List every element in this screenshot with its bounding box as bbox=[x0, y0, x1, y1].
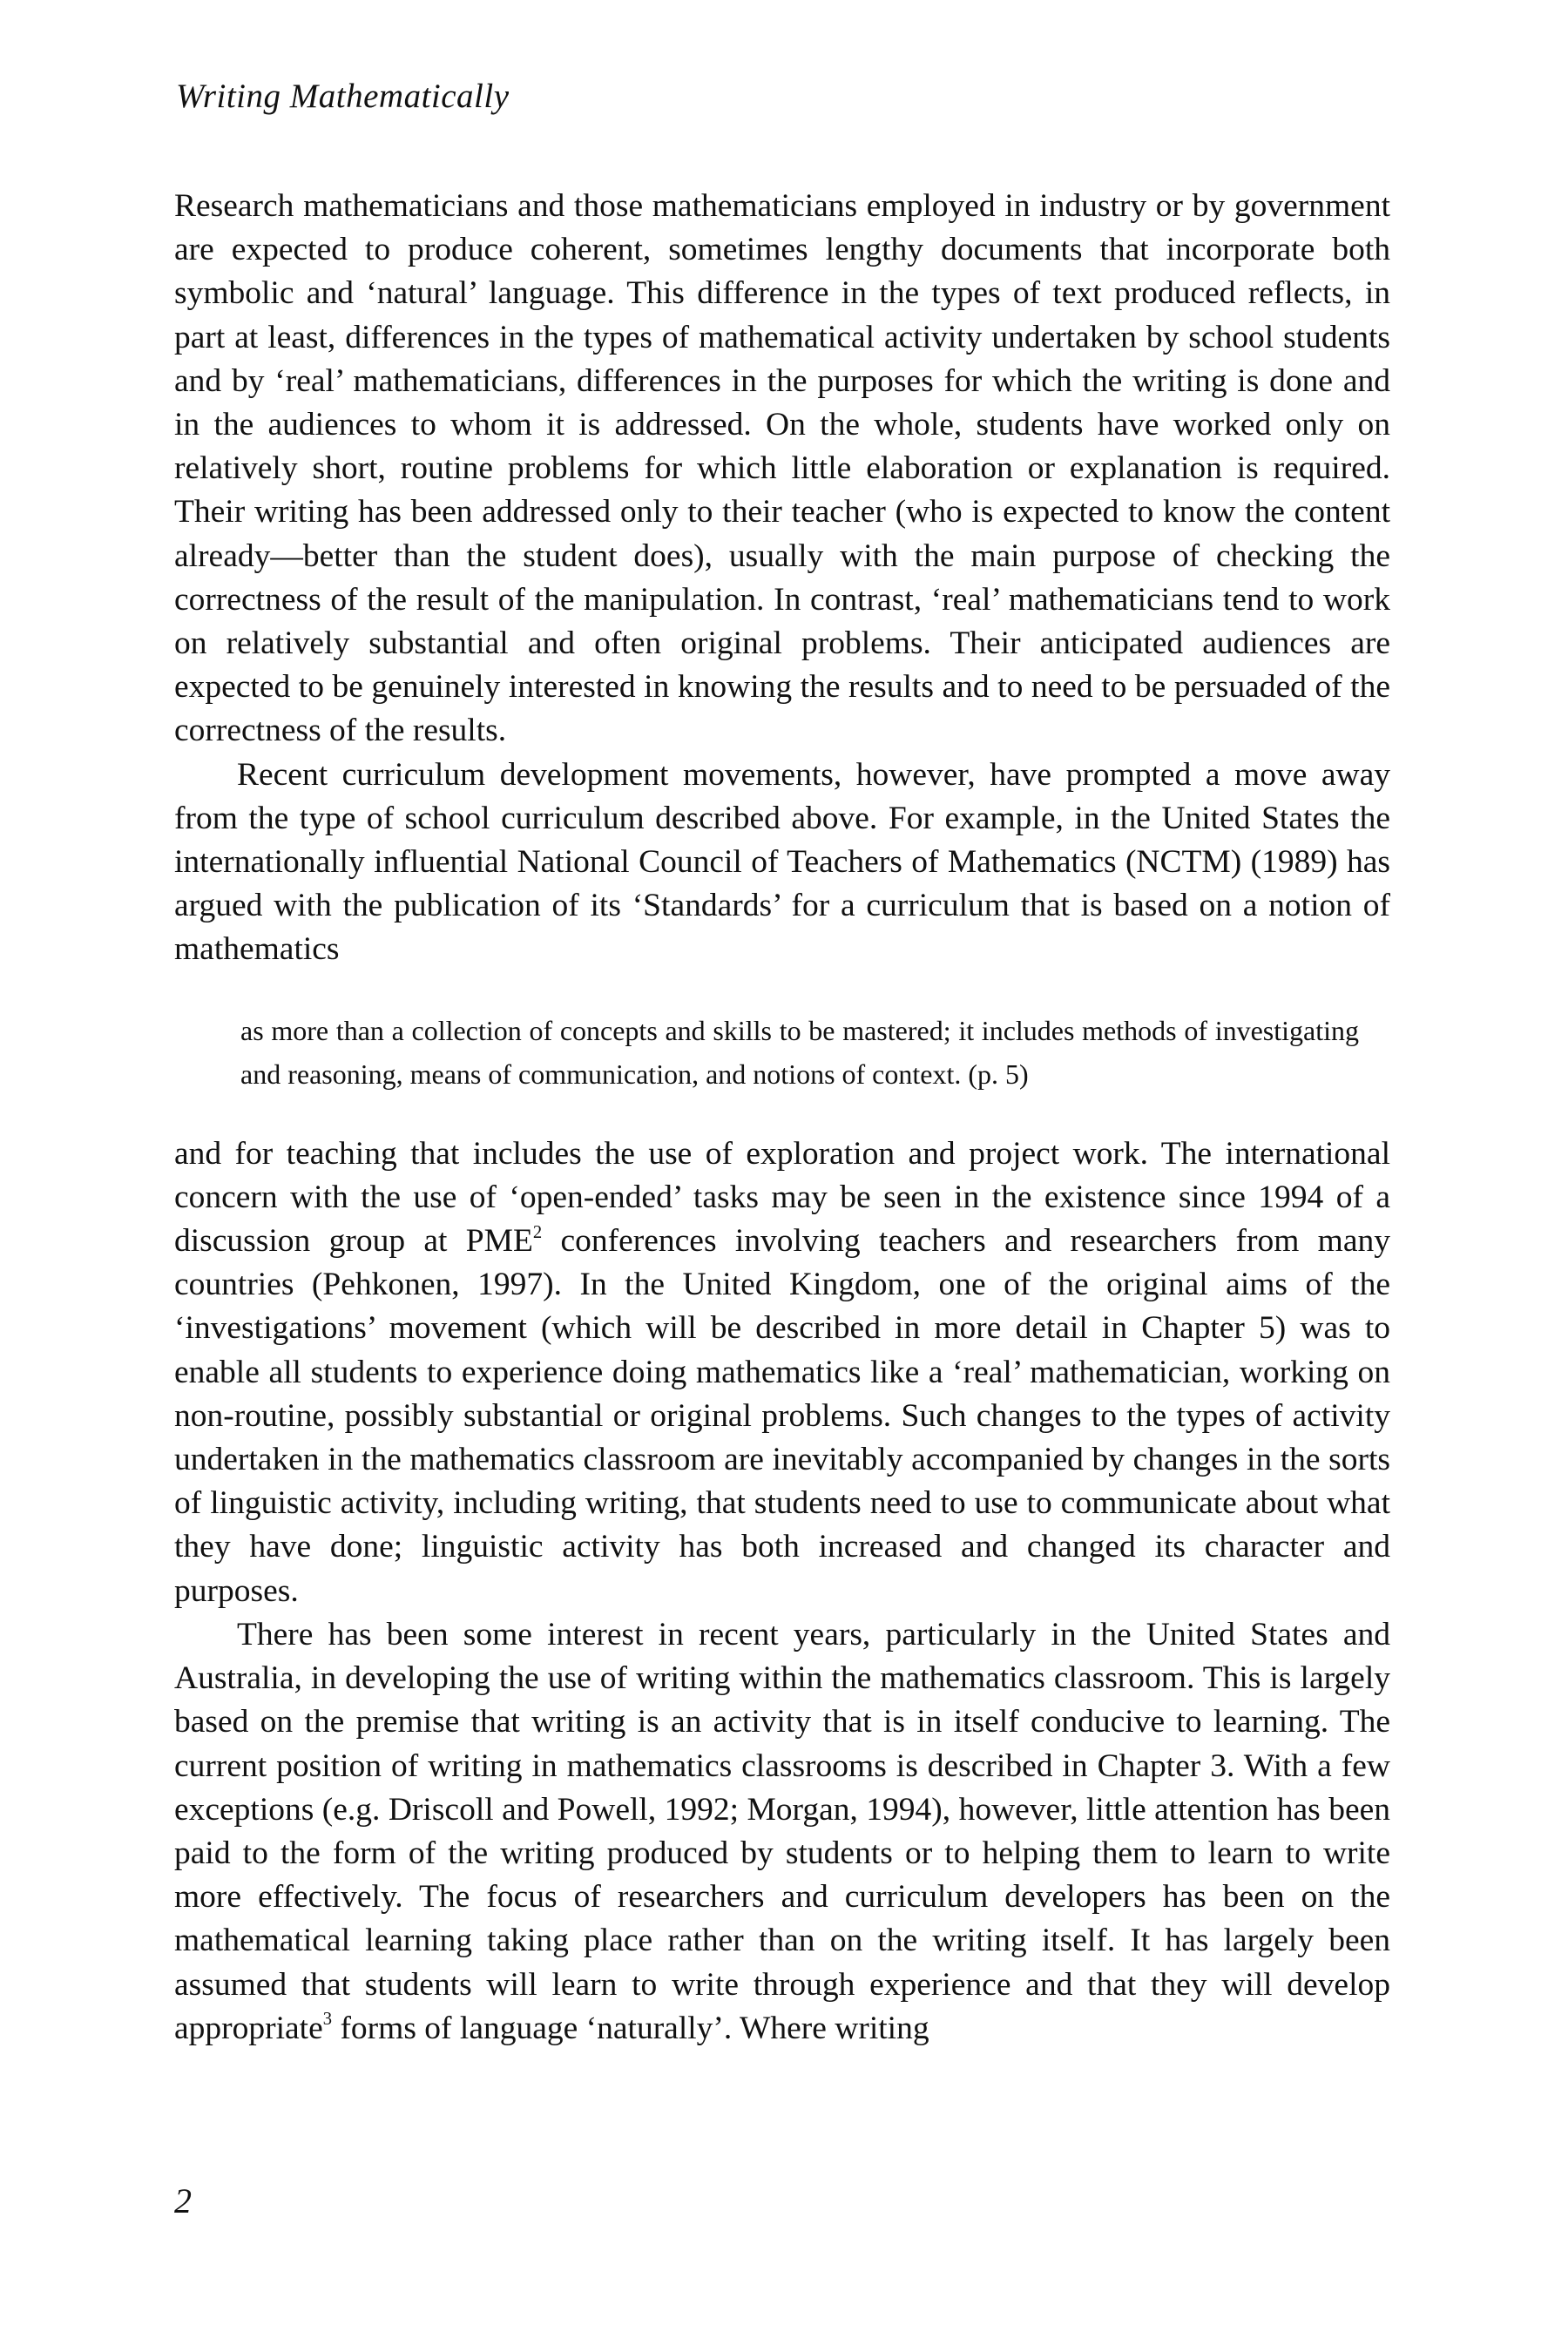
paragraph-4-text-a: There has been some interest in recent years, particularly in the United States and Australia, in developing the use of writing within the mathematics classroom. This is largely based on the premise that writing is an activity that is in itself conducive to learning. The current position of writing in mathematics classrooms is described in Chapter 3. With a few exceptions (e.g. Driscoll and Powell, 1992; Morgan, 1994), however, little attention has been paid to the form of the writing produced by students or to helping them to learn to write more effectively. The focus of researchers and curriculum developers has been on the mathematical learning taking place rather than on the writing itself. It has largely been assumed that students will learn to write through experience and that they will develop appropriate bbox=[174, 1616, 1390, 2046]
footnote-marker-3[interactable]: 3 bbox=[322, 2010, 333, 2030]
main-text-column bbox=[174, 185, 1390, 2051]
page-number: 2 bbox=[174, 2181, 192, 2220]
running-head-title: Writing Mathematically bbox=[176, 78, 510, 115]
paragraph-4-text-b: forms of language ‘naturally’. Where writing bbox=[332, 2010, 929, 2046]
paragraph-2: Recent curriculum development movements, however, have prompted a move away from the type of school curriculum described above. For example, in the United States the internationally influential National Council of Teachers of Mathematics (NCTM) (1989) has argued with the publication of its ‘Standards’ for a curriculum that is based on a notion of mathematics bbox=[174, 756, 1390, 968]
paragraph-3-text-b: conferences involving teachers and researchers from many countries (Pehkonen, 1997). In the United Kingdom, one of the original aims of the ‘investigations’ movement (which will be described in more detail in Chapter 5) was to enable all students to experience doing mathematics like a ‘real’ mathematician, working on non-routine, possibly substantial or original problems. Such changes to the types of activity undertaken in the mathematics classroom are inevitably accompanied by changes in the sorts of linguistic activity, including writing, that students need to use to communicate about what they have done; linguistic activity has both increased and changed its character and purposes. bbox=[174, 1223, 1390, 1609]
footnote-marker-2[interactable]: 2 bbox=[532, 1222, 543, 1242]
paragraph-3 bbox=[174, 1132, 1390, 1613]
paragraph-3-text-a: and for teaching that includes the use of exploration and project work. The international concern with the use of ‘open-ended’ tasks may be seen in the existence since 1994 of a discussion group at PME bbox=[174, 1135, 1390, 1260]
paragraph-4 bbox=[174, 1613, 1390, 2051]
paragraph-1: Research mathematicians and those mathematicians employed in industry or by government are expected to produce coherent, sometimes lengthy documents that incorporate both symbolic and ‘natural’ language. This difference in the types of text produced reflects, in part at least, differences in the types of mathematical activity undertaken by school students and by ‘real’ mathematicians, differences in the purposes for which the writing is done and in the audiences to whom it is addressed. On the whole, students have worked only on relatively short, routine problems for which little elaboration or explanation is required. Their writing has been addressed only to their teacher (who is expected to know the content already—better than the student does), usually with the main purpose of checking the correctness of the result of the manipulation. In contrast, ‘real’ mathematicians tend to work on relatively substantial and often original problems. Their anticipated audiences are expected to be genuinely interested in knowing the results and to need to be persuaded of the correctness of the results. bbox=[174, 188, 1390, 749]
block-quote-nctm: as more than a collection of concepts and skills to be mastered; it includes methods of investigating and reasoning, means of communication, and notions of context. (p. 5) bbox=[240, 1014, 1359, 1090]
